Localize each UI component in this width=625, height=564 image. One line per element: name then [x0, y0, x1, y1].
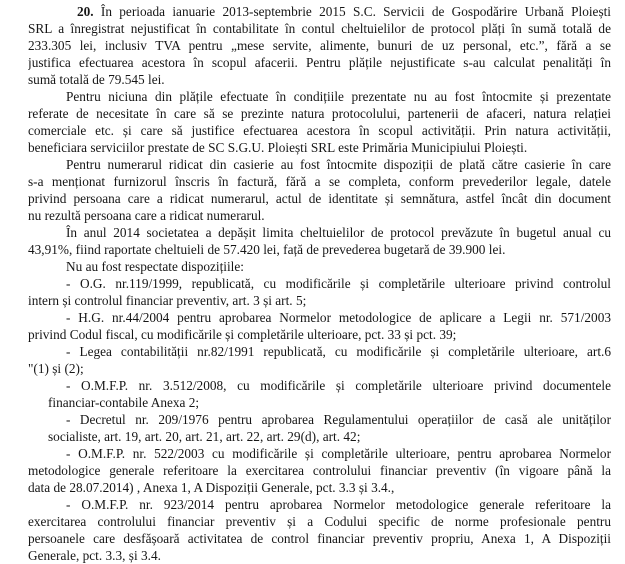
text-line-content: - O.M.F.P. nr. 3.512/2008, cu modificările și completările ulterioare privind documentele	[66, 378, 611, 393]
text-line	[28, 258, 611, 275]
text-line	[28, 343, 611, 360]
text-line	[28, 139, 611, 156]
text-line	[28, 496, 611, 513]
text-line	[28, 292, 611, 309]
text-line-content: financiar-contabile Anexa 2;	[48, 395, 200, 410]
text-line	[28, 445, 611, 462]
text-line	[28, 37, 611, 54]
text-line-content: Pentru niciuna din plățile efectuate în condițiile prezentate nu au fost întocmite și prezentate	[66, 89, 611, 104]
paragraph-number: 20.	[77, 4, 94, 19]
text-line	[28, 241, 611, 258]
text-line	[28, 207, 611, 224]
text-line	[28, 479, 611, 496]
text-line	[28, 326, 611, 343]
text-line-content: metodologice generale referitoare la exercitarea controlului financiar preventiv (în vigoare până la	[28, 463, 611, 478]
text-line-content: - Decretul nr. 209/1976 pentru aprobarea Regulamentului operațiilor de casă ale unităților	[66, 412, 611, 427]
text-line	[28, 428, 611, 445]
text-line	[28, 513, 611, 530]
text-line-content: exercitarea controlului financiar preventiv și a Codului specific de norme profesionale pentru	[28, 514, 611, 529]
text-line-content: - Legea contabilității nr.82/1991 republicată, cu modificările și completările ulterioare, art.6	[66, 344, 611, 359]
text-line	[28, 105, 611, 122]
text-line-content: 43,91%, fiind raportate cheltuieli de 57.420 lei, față de prevederea bugetară de 39.900 lei.	[28, 242, 506, 257]
text-line	[28, 3, 611, 20]
text-line	[28, 173, 611, 190]
text-line-content: Generale, pct. 3.3, și 3.4.	[28, 548, 161, 563]
text-line-content: 233.305 lei, inclusiv TVA pentru „mese servite, alimente, bunuri de uz personal, etc.”, fără a se	[28, 38, 611, 53]
text-line-content: s-a menționat furnizorul înscris în factură, fără a se completa, conform prevederilor legale, datele	[28, 174, 611, 189]
text-line	[28, 224, 611, 241]
text-line	[28, 360, 611, 377]
text-line	[28, 156, 611, 173]
text-line	[28, 547, 611, 564]
text-line-content: sumă totală de 79.545 lei.	[28, 72, 165, 87]
text-line-content: nu rezultă persoana care a ridicat numerarul.	[28, 208, 265, 223]
text-line-content: referate de necesitate în care să se prezinte natura protocolului, partenerii de afaceri, natura relației	[28, 106, 611, 121]
document-body	[28, 3, 611, 564]
text-line-content: intern și controlul financiar preventiv, art. 3 și art. 5;	[28, 293, 307, 308]
text-line-content: "(1) și (2);	[28, 361, 84, 376]
text-line-content: SRL a înregistrat nejustificat în contabilitate în contul cheltuielilor de protocol plăți în sumă totală de	[28, 21, 611, 36]
text-line	[28, 88, 611, 105]
text-line	[28, 309, 611, 326]
text-line-content: privind Codul fiscal, cu modificările și completările ulterioare, pct. 33 și pct. 39;	[28, 327, 457, 342]
text-line	[28, 71, 611, 88]
text-line-content: Nu au fost respectate dispozițiile:	[66, 259, 244, 274]
text-line	[28, 377, 611, 394]
text-line-content: socialiste, art. 19, art. 20, art. 21, art. 22, art. 29(d), art. 42;	[48, 429, 361, 444]
text-line-content: data de 28.07.2014) , Anexa 1, A Dispoziții Generale, pct. 3.3 și 3.4.,	[28, 480, 395, 495]
text-line	[28, 54, 611, 71]
text-line-content: - O.G. nr.119/1999, republicată, cu modificările și completările ulterioare privind controlul	[66, 276, 611, 291]
text-line-content: beneficiara serviciilor prestate de SC S.G.U. Ploiești SRL este Primăria Municipiului Ploiești.	[28, 140, 528, 155]
text-line	[28, 462, 611, 479]
text-line	[28, 394, 611, 411]
text-line	[28, 530, 611, 547]
text-line-content: - O.M.F.P. nr. 923/2014 pentru aprobarea Normelor metodologice generale referitoare la	[66, 497, 611, 512]
text-line-content: Pentru numerarul ridicat din casierie au fost întocmite dispoziții de plată către casierie în care	[66, 157, 611, 172]
text-line	[28, 411, 611, 428]
text-line-content: comerciale etc. și care să justifice efectuarea acestora în scopul activității. Prin natura activității,	[28, 123, 611, 138]
text-line-content: - O.M.F.P. nr. 522/2003 cu modificările și completările ulterioare, pentru aprobarea Normelor	[66, 446, 611, 461]
text-line-content: - H.G. nr.44/2004 pentru aprobarea Normelor metodologice de aplicare a Legii nr. 571/2003	[66, 310, 611, 325]
text-line	[28, 20, 611, 37]
text-line-content: În perioada ianuarie 2013-septembrie 2015 S.C. Servicii de Gospodărire Urbană Ploiești	[100, 4, 611, 19]
text-line-content: privind persoana care a ridicat numerarul, actul de identitate și semnătura, astfel încât din document	[28, 191, 611, 206]
text-line-content: persoanele care desfășoară activitatea de control financiar preventiv propriu, Anexa 1, A Dispoziții	[28, 531, 611, 546]
text-line	[28, 190, 611, 207]
text-line-content: În anul 2014 societatea a depășit limita cheltuielilor de protocol prevăzute în bugetul anual cu	[66, 225, 611, 240]
text-line-content: justifica efectuarea acestora în scopul afacerii. Pentru plățile nejustificate s-au calculat penalități în	[28, 55, 611, 70]
text-line	[28, 122, 611, 139]
text-line	[28, 275, 611, 292]
